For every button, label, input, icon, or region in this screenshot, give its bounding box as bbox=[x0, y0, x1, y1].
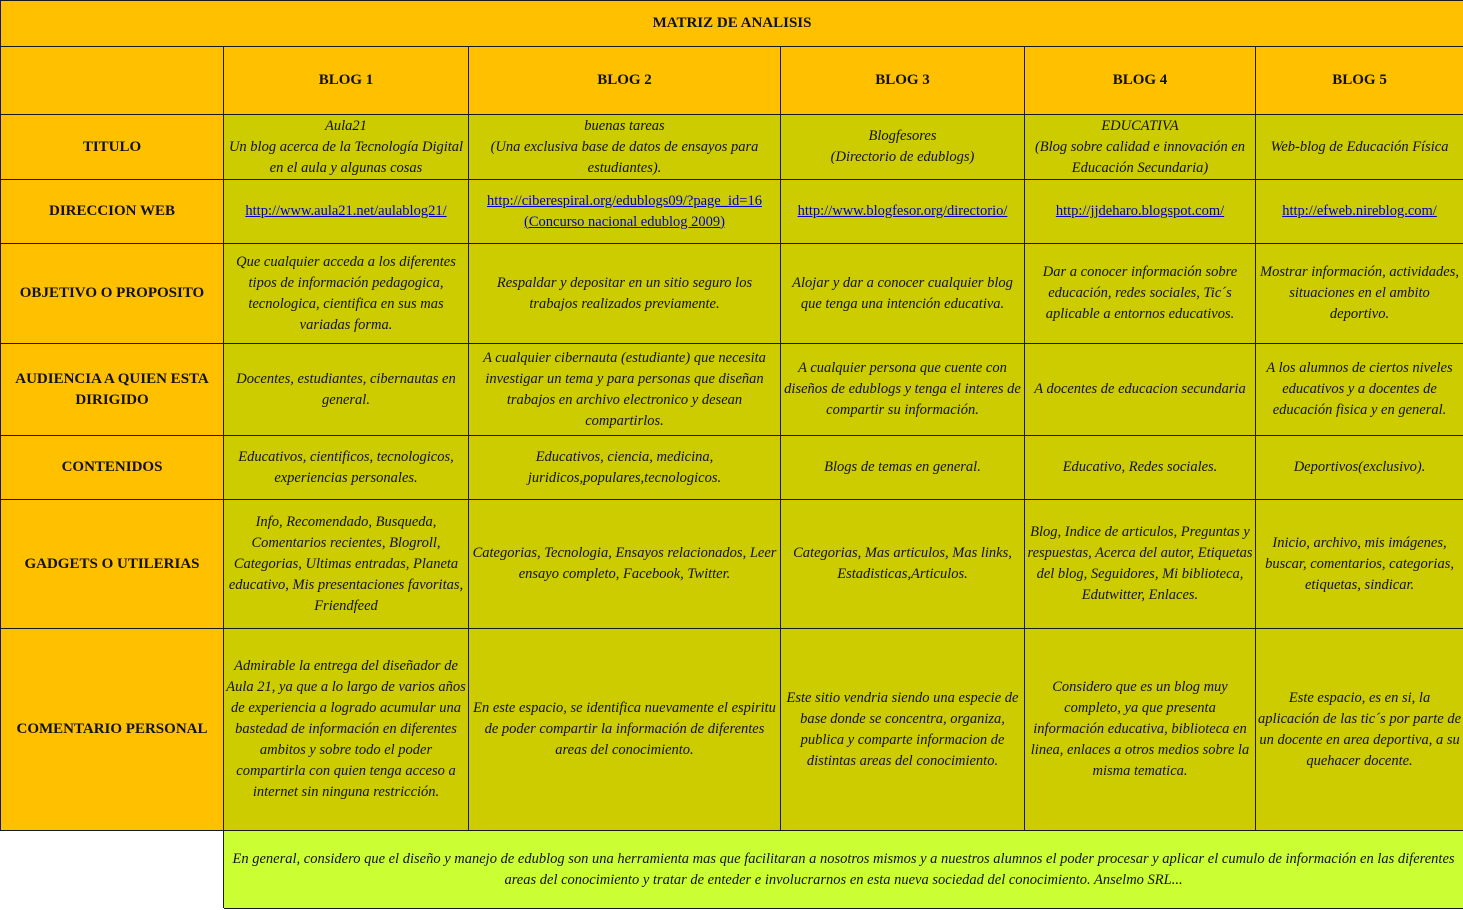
table-cell: Info, Recomendado, Busqueda, Comentarios recientes, Blogroll, Categorias, Ultimas entradas, Planeta educativo, Mis presentaciones favoritas, Friendfeed bbox=[224, 500, 469, 629]
column-header: BLOG 5 bbox=[1256, 47, 1463, 115]
header-row bbox=[1, 47, 1463, 115]
table-cell: Docentes, estudiantes, cibernautas en general. bbox=[224, 344, 469, 436]
table-cell: Blogs de temas en general. bbox=[781, 436, 1025, 500]
web-link[interactable]: http://www.blogfesor.org/directorio/ bbox=[797, 203, 1008, 219]
table-cell: Este sitio vendria siendo una especie de base donde se concentra, organiza, publica y comparte informacion de distintas areas del conocimiento. bbox=[781, 629, 1025, 831]
table-cell bbox=[781, 180, 1025, 244]
column-header: BLOG 2 bbox=[469, 47, 781, 115]
row-label: OBJETIVO O PROPOSITO bbox=[1, 244, 224, 344]
row-label: COMENTARIO PERSONAL bbox=[1, 629, 224, 831]
web-link[interactable]: http://efweb.nireblog.com/ bbox=[1282, 203, 1437, 219]
summary-text: En general, considero que el diseño y manejo de edublog son una herramienta mas que facilitaran a nosotros mismos y a nuestros alumnos el poder procesar y aplicar el cumulo de información en las diferentes areas del conocimiento y tratar de enteder e involucrarnos en esta nueva sociedad del conocimiento. Anselmo SRL... bbox=[224, 831, 1463, 909]
table-cell: EDUCATIVA (Blog sobre calidad e innovación en Educación Secundaria) bbox=[1025, 115, 1256, 180]
table-cell: Que cualquier acceda a los diferentes tipos de información pedagogica, tecnologica, cientifica en sus mas variadas forma. bbox=[224, 244, 469, 344]
column-header: BLOG 3 bbox=[781, 47, 1025, 115]
table-cell bbox=[224, 180, 469, 244]
web-link-note[interactable]: (Concurso nacional edublog 2009) bbox=[524, 213, 725, 230]
row-objetivo bbox=[1, 244, 1463, 344]
table-cell: A los alumnos de ciertos niveles educativos y a docentes de educación fisica y en general. bbox=[1256, 344, 1463, 436]
table-cell: Considero que es un blog muy completo, ya que presenta información educativa, biblioteca en linea, enlaces a otros medios sobre la misma tematica. bbox=[1025, 629, 1256, 831]
table-cell: Inicio, archivo, mis imágenes, buscar, comentarios, categorias, etiquetas, sindicar. bbox=[1256, 500, 1463, 629]
column-header: BLOG 1 bbox=[224, 47, 469, 115]
table-cell: En este espacio, se identifica nuevamente el espiritu de poder compartir la información de diferentes areas del conocimiento. bbox=[469, 629, 781, 831]
table-cell: Blogfesores (Directorio de edublogs) bbox=[781, 115, 1025, 180]
table-cell: Este espacio, es en si, la aplicación de las tic´s por parte de un docente en area deportiva, a su quehacer docente. bbox=[1256, 629, 1463, 831]
table-cell bbox=[1025, 180, 1256, 244]
row-gadgets bbox=[1, 500, 1463, 629]
blank-cell bbox=[1, 831, 224, 909]
table-cell: A cualquier cibernauta (estudiante) que necesita investigar un tema y para personas que diseñan trabajos en archivo electronico y desean compartirlos. bbox=[469, 344, 781, 436]
row-label: TITULO bbox=[1, 115, 224, 180]
table-cell: Educativos, ciencia, medicina, juridicos,populares,tecnologicos. bbox=[469, 436, 781, 500]
web-link[interactable]: http://ciberespiral.org/edublogs09/?page_id=16 bbox=[487, 192, 762, 209]
matrix-title: MATRIZ DE ANALISIS bbox=[1, 1, 1463, 47]
web-link[interactable]: http://www.aula21.net/aulablog21/ bbox=[245, 203, 447, 219]
table-cell: Admirable la entrega del diseñador de Aula 21, ya que a lo largo de varios años de experiencia a logrado acumular una bastedad de información en diferentes ambitos y sobre todo el poder compartirla con quien tenga acceso a internet sin ninguna restricción. bbox=[224, 629, 469, 831]
table-cell: Aula21 Un blog acerca de la Tecnología Digital en el aula y algunas cosas bbox=[224, 115, 469, 180]
row-contenidos bbox=[1, 436, 1463, 500]
table-cell: buenas tareas (Una exclusiva base de datos de ensayos para estudiantes). bbox=[469, 115, 781, 180]
row-label: DIRECCION WEB bbox=[1, 180, 224, 244]
table-cell bbox=[1256, 180, 1463, 244]
table-cell: Categorias, Mas articulos, Mas links, Estadisticas,Articulos. bbox=[781, 500, 1025, 629]
table-cell: Categorias, Tecnologia, Ensayos relacionados, Leer ensayo completo, Facebook, Twitter. bbox=[469, 500, 781, 629]
row-direccion-web bbox=[1, 180, 1463, 244]
summary-row bbox=[1, 831, 1463, 909]
table-cell: A docentes de educacion secundaria bbox=[1025, 344, 1256, 436]
row-comentario bbox=[1, 629, 1463, 831]
table-cell: Respaldar y depositar en un sitio seguro los trabajos realizados previamente. bbox=[469, 244, 781, 344]
table-cell: Mostrar información, actividades, situaciones en el ambito deportivo. bbox=[1256, 244, 1463, 344]
table-cell: Educativo, Redes sociales. bbox=[1025, 436, 1256, 500]
row-titulo bbox=[1, 115, 1463, 180]
table-cell: Web-blog de Educación Física bbox=[1256, 115, 1463, 180]
table-cell: A cualquier persona que cuente con diseños de edublogs y tenga el interes de compartir su información. bbox=[781, 344, 1025, 436]
corner-cell bbox=[1, 47, 224, 115]
table-cell: Deportivos(exclusivo). bbox=[1256, 436, 1463, 500]
web-link[interactable]: http://jjdeharo.blogspot.com/ bbox=[1055, 203, 1225, 219]
table-cell: Alojar y dar a conocer cualquier blog que tenga una intención educativa. bbox=[781, 244, 1025, 344]
table-cell: Blog, Indice de articulos, Preguntas y respuestas, Acerca del autor, Etiquetas del blog, Seguidores, Mi biblioteca, Edutwitter, Enlaces. bbox=[1025, 500, 1256, 629]
row-label: CONTENIDOS bbox=[1, 436, 224, 500]
column-header: BLOG 4 bbox=[1025, 47, 1256, 115]
row-label: AUDIENCIA A QUIEN ESTA DIRIGIDO bbox=[1, 344, 224, 436]
table-cell: Educativos, cientificos, tecnologicos, experiencias personales. bbox=[224, 436, 469, 500]
row-audiencia bbox=[1, 344, 1463, 436]
table-cell: Dar a conocer información sobre educación, redes sociales, Tic´s aplicable a entornos educativos. bbox=[1025, 244, 1256, 344]
table-cell bbox=[469, 180, 781, 244]
row-label: GADGETS O UTILERIAS bbox=[1, 500, 224, 629]
